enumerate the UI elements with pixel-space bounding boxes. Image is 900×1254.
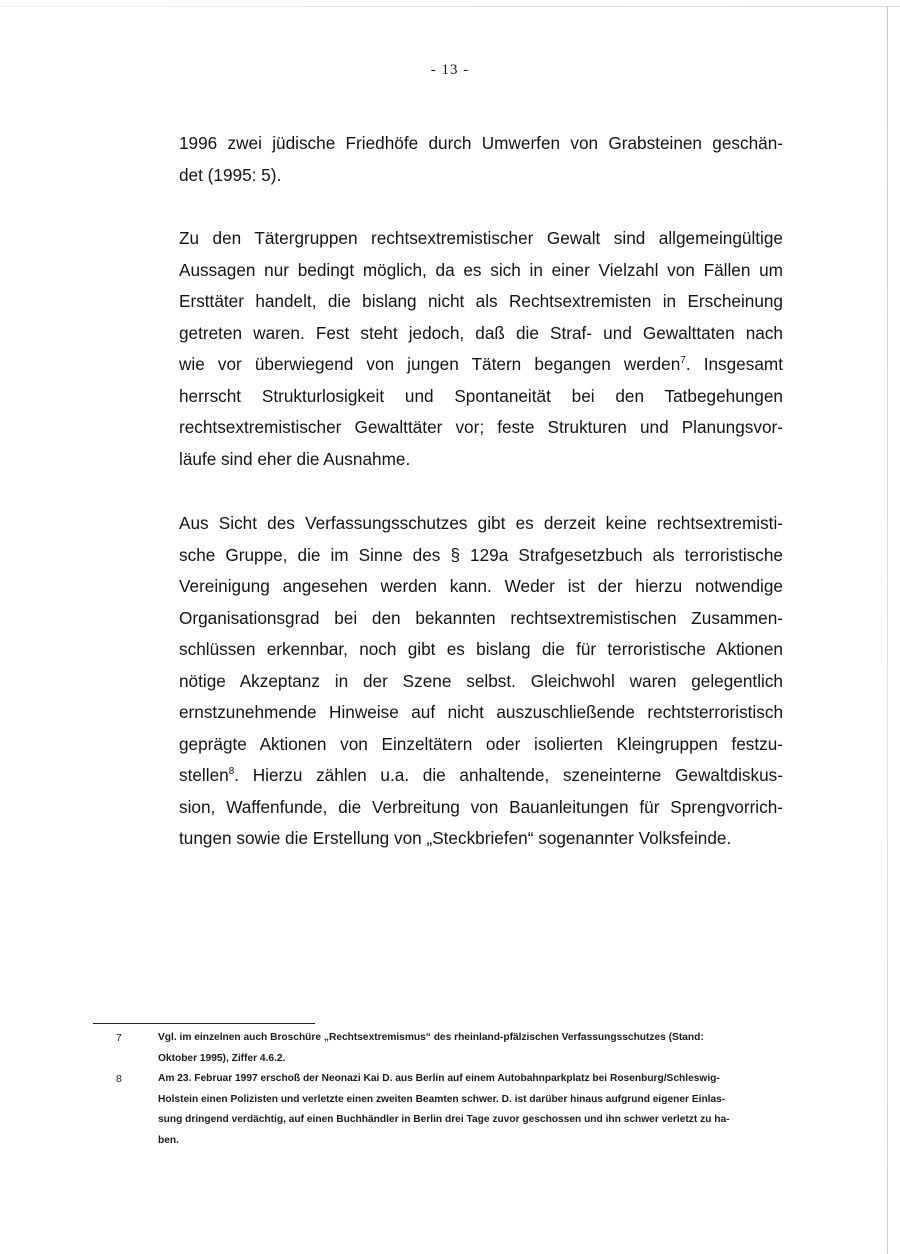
footnote-line: Oktober 1995), Ziffer 4.6.2. bbox=[158, 1052, 286, 1064]
scan-edge-right bbox=[887, 6, 888, 1254]
paragraph-line: 1996 zwei jüdische Friedhöfe durch Umwerfen von Grabsteinen geschän- bbox=[179, 133, 783, 153]
paragraph-line-with-footnote bbox=[179, 760, 783, 792]
footnote-line: ben. bbox=[158, 1134, 179, 1146]
paragraph-1 bbox=[179, 128, 783, 191]
paragraph-line: herrscht Strukturlosigkeit und Spontaneität bei den Tatbegehungen bbox=[179, 385, 783, 406]
paragraph-line-tail: . Hierzu zählen u.a. die anhaltende, szeneinterne Gewaltdiskus- bbox=[234, 765, 783, 785]
paragraph-line: Aussagen nur bedingt möglich, da es sich in einer Vielzahl von Fällen um bbox=[179, 259, 783, 280]
paragraph-line: geprägte Aktionen von Einzeltätern oder isolierten Kleingruppen festzu- bbox=[179, 733, 783, 754]
page-number: - 13 - bbox=[430, 62, 470, 78]
paragraph-3 bbox=[179, 508, 783, 855]
footnote-line: Vgl. im einzelnen auch Broschüre „Rechtsextremismus“ des rheinland-pfälzischen Verfassungsschutzes (Stand: bbox=[158, 1032, 704, 1043]
paragraph-line: det (1995: 5). bbox=[179, 164, 282, 185]
footnote-line: Holstein einen Polizisten und verletzte einen zweiten Beamten schwer. D. ist darüber hinaus aufgrund eigener Einlas- bbox=[158, 1093, 726, 1105]
footnote-8 bbox=[116, 1069, 786, 1151]
paragraph-line: sche Gruppe, die im Sinne des § 129a Strafgesetzbuch als terroristische bbox=[179, 544, 783, 565]
footnotes bbox=[116, 1028, 786, 1151]
paragraph-line-with-footnote bbox=[179, 349, 783, 381]
paragraph-line: sion, Waffenfunde, die Verbreitung von Bauanleitungen für Sprengvorrich- bbox=[179, 796, 783, 817]
paragraph-line: tungen sowie die Erstellung von „Steckbriefen“ sogenannter Volksfeinde. bbox=[179, 828, 732, 848]
footnote-divider bbox=[93, 1023, 315, 1024]
footnote-ref-7[interactable]: 7 bbox=[680, 355, 686, 366]
paragraph-line: nötige Akzeptanz in der Szene selbst. Gleichwohl waren gelegentlich bbox=[179, 670, 783, 691]
footnote-ref-8[interactable]: 8 bbox=[228, 766, 235, 777]
paragraph-line-text: wie vor überwiegend von jungen Tätern begangen werden bbox=[179, 354, 681, 374]
paragraph-line: läufe sind eher die Ausnahme. bbox=[179, 448, 411, 469]
footnote-number: 8 bbox=[116, 1073, 122, 1085]
paragraph-line: Organisationsgrad bei den bekannten rechtsextremistischen Zusammen- bbox=[179, 607, 783, 628]
paragraph-line-tail: . Insgesamt bbox=[685, 354, 783, 374]
paragraph-line: rechtsextremistischer Gewalttäter vor; feste Strukturen und Planungsvor- bbox=[179, 417, 783, 437]
paragraph-line: ernstzunehmende Hinweise auf nicht auszuschließende rechtsterroristisch bbox=[179, 702, 783, 722]
paragraph-line: Ersttäter handelt, die bislang nicht als Rechtsextremisten in Erscheinung bbox=[179, 291, 783, 311]
paragraph-line-text: stellen bbox=[179, 765, 229, 785]
paragraph-line: Zu den Tätergruppen rechtsextremistischer Gewalt sind allgemeingültige bbox=[179, 228, 783, 248]
footnote-line: Am 23. Februar 1997 erschoß der Neonazi Kai D. aus Berlin auf einem Autobahnparkplatz bei Rosenburg/Schleswig- bbox=[158, 1073, 720, 1084]
paragraph-line: schlüssen erkennbar, noch gibt es bislang die für terroristische Aktionen bbox=[179, 639, 783, 659]
paragraph-2 bbox=[179, 223, 783, 475]
footnote-line: sung dringend verdächtig, auf einen Buchhändler in Berlin drei Tage zuvor geschossen und ihn schwer verletzt zu ha- bbox=[158, 1114, 730, 1125]
scan-edge-top bbox=[0, 6, 900, 7]
paragraph-line: getreten waren. Fest steht jedoch, daß die Straf- und Gewalttaten nach bbox=[179, 322, 783, 343]
footnote-number: 7 bbox=[116, 1032, 122, 1044]
paragraph-line: Aus Sicht des Verfassungsschutzes gibt es derzeit keine rechtsextremisti- bbox=[179, 513, 783, 533]
footnote-7 bbox=[116, 1028, 786, 1069]
paragraph-line: Vereinigung angesehen werden kann. Weder ist der hierzu notwendige bbox=[179, 576, 783, 596]
